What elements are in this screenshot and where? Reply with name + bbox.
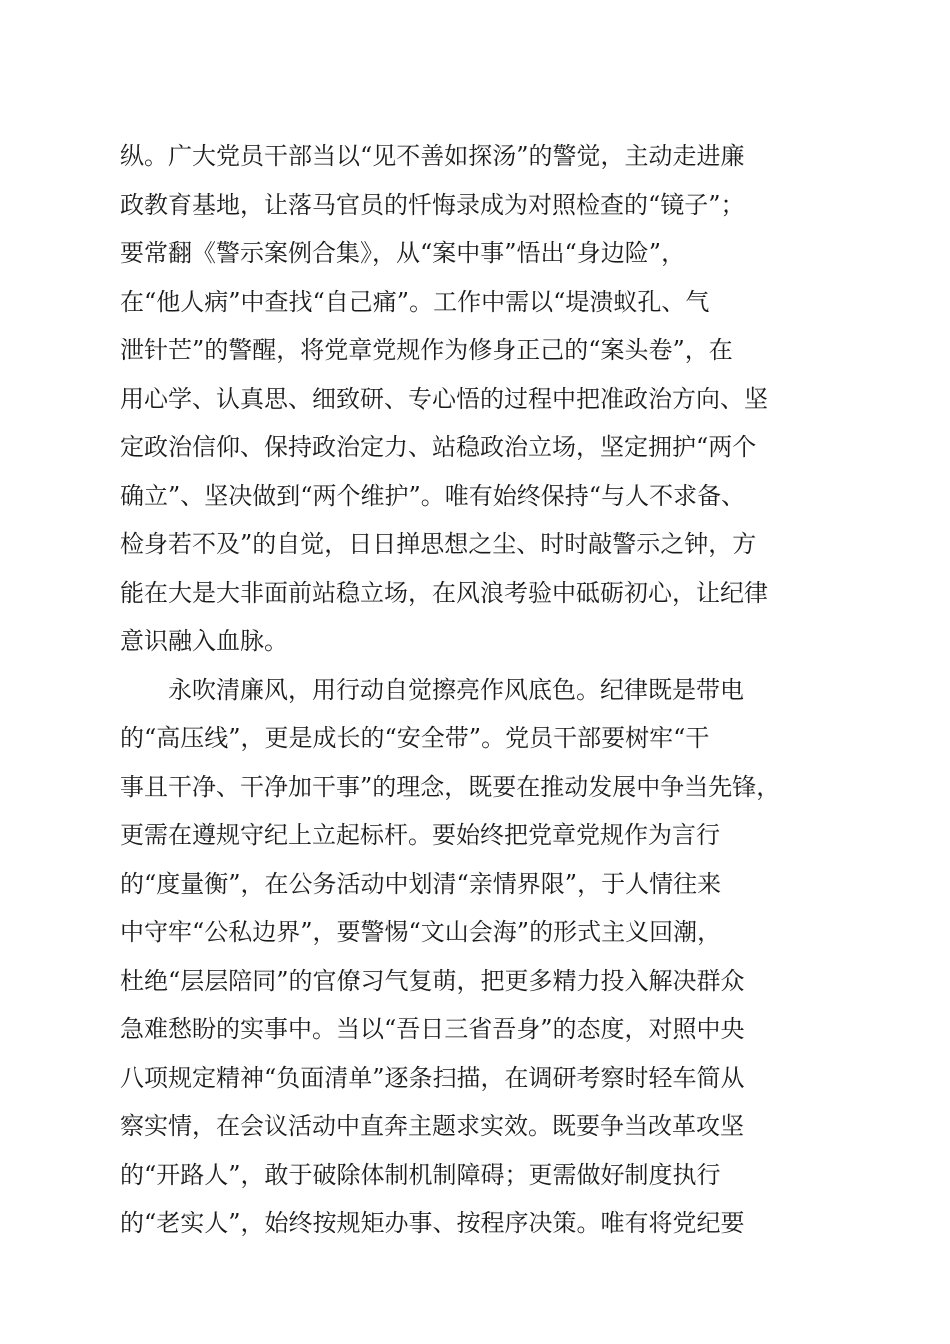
text-line-20: 八项规定精神“负面清单”逐条扫描，在调研考察时轻车简从 — [120, 1064, 745, 1092]
text-line-3: 要常翻《警示案例合集》，从“案中事”悟出“身边险”， — [120, 239, 686, 267]
text-line-14: 事且干净、干净加干事”的理念，既要在推动发展中争当先锋， — [120, 773, 781, 801]
text-line-11: 意识融入血脉。 — [120, 627, 288, 655]
text-line-23: 的“老实人”，始终按规矩办事、按程序决策。唯有将党纪要 — [120, 1209, 745, 1237]
text-line-5: 泄针芒”的警醒，将党章党规作为修身正己的“案头卷”，在 — [120, 336, 733, 364]
text-line-17: 中守牢“公私边界”，要警惕“文山会海”的形式主义回潮， — [120, 918, 722, 946]
text-line-2: 政教育基地，让落马官员的忏悔录成为对照检查的“镜子”； — [120, 191, 745, 219]
text-line-16: 的“度量衡”，在公务活动中划清“亲情界限”，于人情往来 — [120, 870, 722, 898]
text-line-4: 在“他人病”中查找“自己痛”。工作中需以“堤溃蚁孔、气 — [120, 288, 710, 316]
text-line-22: 的“开路人”，敢于破除体制机制障碍；更需做好制度执行 — [120, 1161, 721, 1189]
text-line-10: 能在大是大非面前站稳立场，在风浪考验中砥砺初心，让纪律 — [120, 579, 768, 607]
text-line-6: 用心学、认真思、细致研、专心悟的过程中把准政治方向、坚 — [120, 385, 768, 413]
text-line-18: 杜绝“层层陪同”的官僚习气复萌，把更多精力投入解决群众 — [120, 967, 745, 995]
text-line-1: 纵。广大党员干部当以“见不善如探汤”的警觉，主动走进廉 — [120, 142, 745, 170]
text-line-21: 察实情，在会议活动中直奔主题求实效。既要争当改革攻坚 — [120, 1112, 744, 1140]
paragraph-2-first-line: 永吹清廉风，用行动自觉擦亮作风底色。纪律既是带电 — [168, 676, 744, 704]
text-line-13: 的“高压线”，更是成长的“安全带”。党员干部要树牢“干 — [120, 724, 710, 752]
text-line-15: 更需在遵规守纪上立起标杆。要始终把党章党规作为言行 — [120, 821, 720, 849]
text-line-7: 定政治信仰、保持政治定力、站稳政治立场，坚定拥护“两个 — [120, 433, 757, 461]
text-line-9: 检身若不及”的自觉，日日掸思想之尘、时时敲警示之钟，方 — [120, 530, 757, 558]
text-line-19: 急难愁盼的实事中。当以“吾日三省吾身”的态度，对照中央 — [120, 1015, 745, 1043]
text-line-8: 确立”、坚决做到“两个维护”。唯有始终保持“与人不求备、 — [120, 482, 746, 510]
